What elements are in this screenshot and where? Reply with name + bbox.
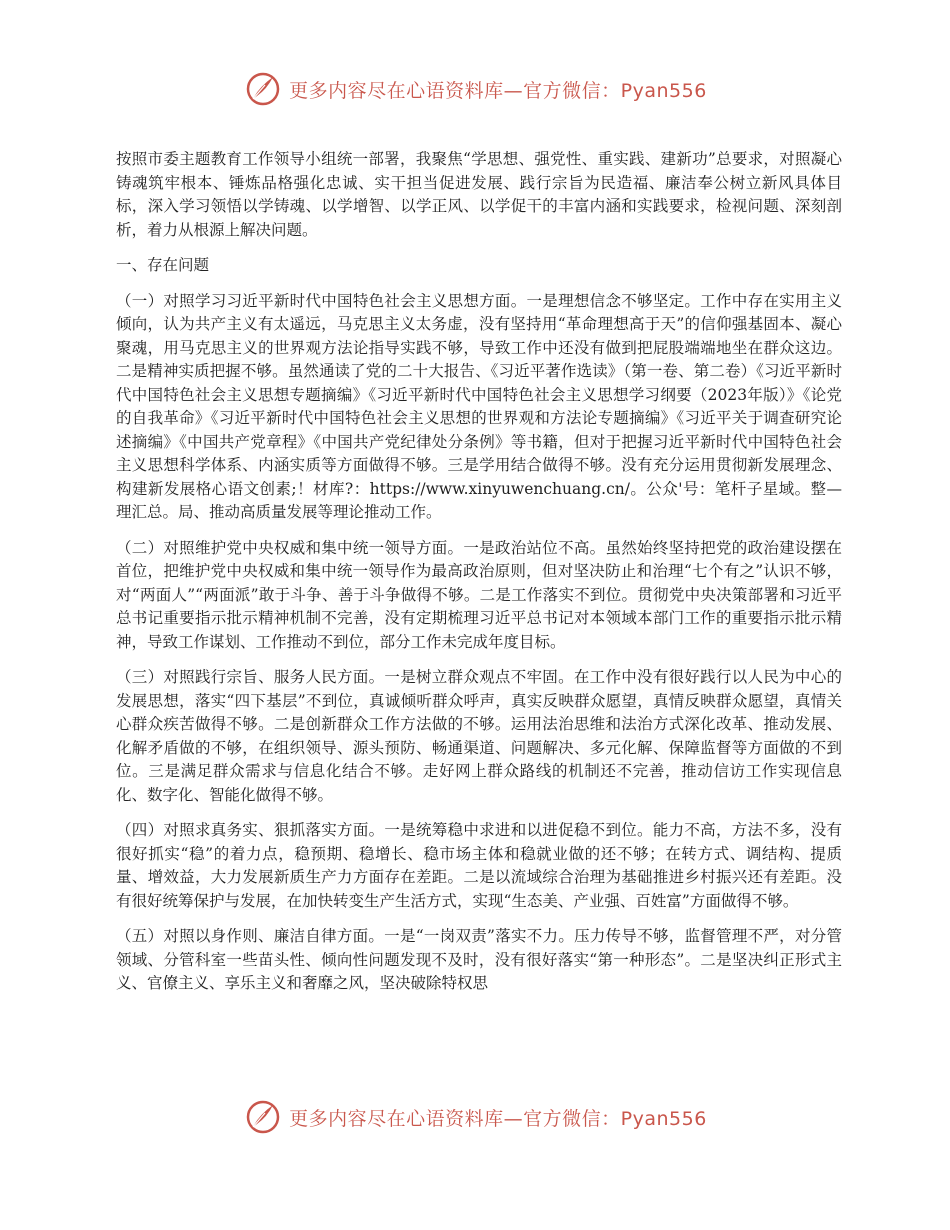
header-watermark	[0, 64, 950, 114]
header-watermark-text: 更多内容尽在心语资料库—官方微信：Pyan556	[289, 79, 707, 102]
paragraph-5: （五）对照以身作则、廉洁自律方面。一是“一岗双责”落实不力。压力传导不够，监督管理不严，对分管领域、分管科室一些苗头性、倾向性问题发现不及时，没有很好落实“第一种形态”。二是坚决纠正形式主义、官僚主义、享乐主义和奢靡之风，坚决破除特权思	[116, 927, 842, 992]
intro-paragraph: 按照市委主题教育工作领导小组统一部署，我聚焦“学思想、强党性、重实践、建新功”总要求，对照凝心铸魂筑牢根本、锤炼品格强化忠诚、实干担当促进发展、践行宗旨为民造福、廉洁奉公树立新风具体目标，深入学习领悟以学铸魂、以学增智、以学正风、以学促干的丰富内涵和实践要求，检视问题、深刻剖析，着力从根源上解决问题。	[116, 150, 842, 239]
footer-watermark	[0, 1092, 950, 1142]
section-heading: 一、存在问题	[116, 256, 210, 274]
quill-logo-icon	[243, 69, 283, 109]
document-body	[116, 148, 842, 1008]
paragraph-4: （四）对照求真务实、狠抓落实方面。一是统筹稳中求进和以进促稳不到位。能力不高，方法不多，没有很好抓实“稳”的着力点，稳预期、稳增长、稳市场主体和稳就业做的还不够；在转方式、调结构、提质量、增效益，大力发展新质生产力方面存在差距。二是以流域综合治理为基础推进乡村振兴还有差距。没有很好统筹保护与发展，在加快转变生产生活方式，实现“生态美、产业强、百姓富”方面做得不够。	[116, 821, 842, 910]
footer-watermark-text: 更多内容尽在心语资料库—官方微信：Pyan556	[289, 1107, 707, 1130]
paragraph-2: （二）对照维护党中央权威和集中统一领导方面。一是政治站位不高。虽然始终坚持把党的政治建设摆在首位，把维护党中央权威和集中统一领导作为最高政治原则，但对坚决防止和治理“七个有之”认识不够，对“两面人”“两面派”敢于斗争、善于斗争做得不够。二是工作落实不到位。贯彻党中央决策部署和习近平总书记重要指示批示精神机制不完善，没有定期梳理习近平总书记对本领域本部门工作的重要指示批示精神，导致工作谋划、工作推动不到位，部分工作未完成年度目标。	[116, 538, 842, 651]
paragraph-1: （一）对照学习习近平新时代中国特色社会主义思想方面。一是理想信念不够坚定。工作中存在实用主义倾向，认为共产主义有太遥远，马克思主义太务虚，没有坚持用“革命理想高于天”的信仰强基固本、凝心聚魂，用马克思主义的世界观方法论指导实践不够，导致工作中还没有做到把屁股端端地坐在群众这边。二是精神实质把握不够。虽然通读了党的二十大报告、《习近平著作选读》（第一卷、第二卷）《习近平新时代中国特色社会主义思想专题摘编》《习近平新时代中国特色社会主义思想学习纲要（2023年版）》《论党的自我革命》《习近平新时代中国特色社会主义思想的世界观和方法论专题摘编》《习近平关于调查研究论述摘编》《中国共产党章程》《中国共产党纪律处分条例》等书籍，但对于把握习近平新时代中国特色社会主义思想科学体系、内涵实质等方面做得不够。三是学用结合做得不够。没有充分运用贯彻新发展理念、构建新发展格心语文创素;！材库?：https://www.xinyuwenchuang.cn/。公众'号：笔杆子星域。整—理汇总。局、推动高质量发展等理论推动工作。	[116, 291, 842, 521]
quill-logo-icon	[243, 1097, 283, 1137]
paragraph-3: （三）对照践行宗旨、服务人民方面。一是树立群众观点不牢固。在工作中没有很好践行以人民为中心的发展思想，落实“四下基层”不到位，真诚倾听群众呼声，真实反映群众愿望，真情反映群众愿望，真情关心群众疾苦做得不够。二是创新群众工作方法做的不够。运用法治思维和法治方式深化改革、推动发展、化解矛盾做的不够，在组织领导、源头预防、畅通渠道、问题解决、多元化解、保障监督等方面做的不到位。三是满足群众需求与信息化结合不够。走好网上群众路线的机制还不完善，推动信访工作实现信息化、数字化、智能化做得不够。	[116, 668, 842, 804]
